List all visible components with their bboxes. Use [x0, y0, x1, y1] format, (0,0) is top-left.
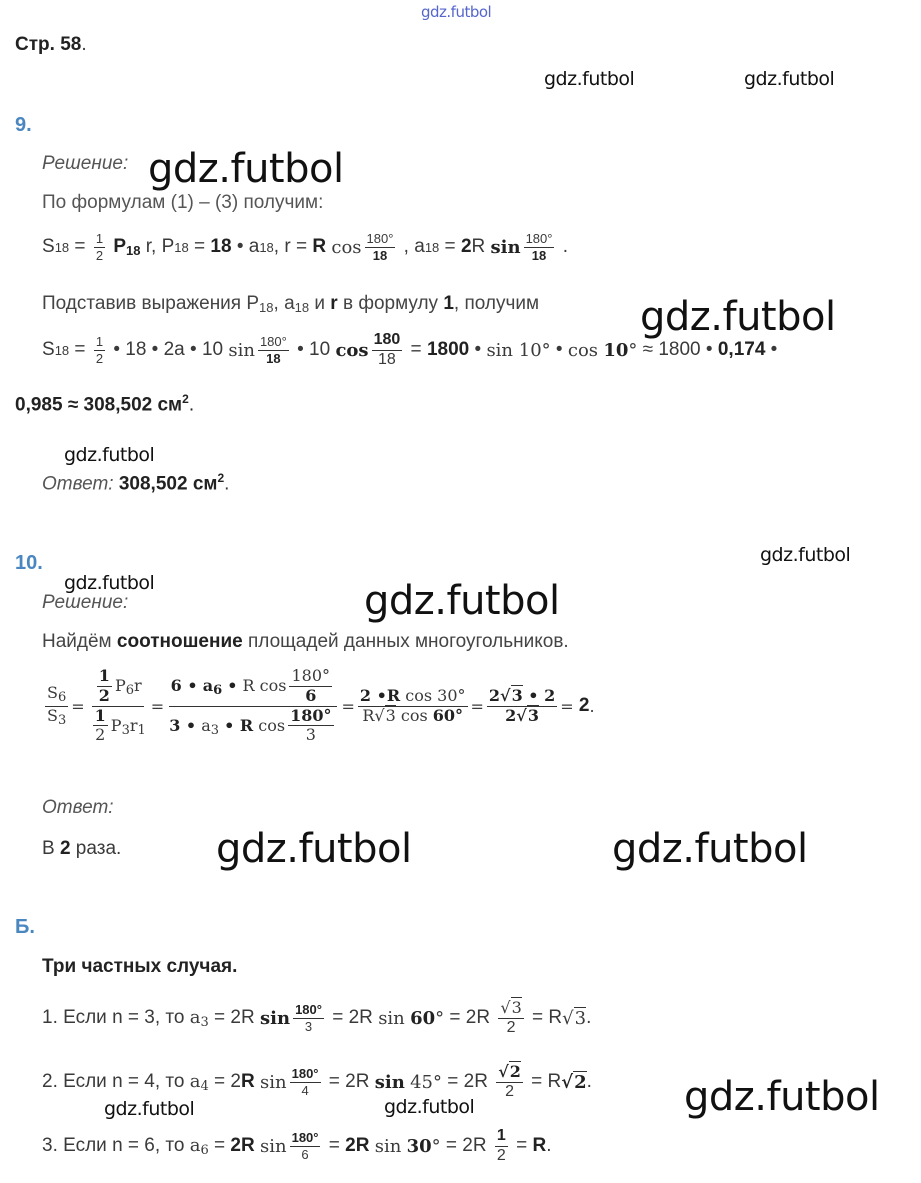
watermark: gdz.futbol: [612, 826, 808, 872]
solution-label: Решение:: [42, 592, 129, 613]
case-2: 2. Если n = 4, то $a_4$ = 2 R sin $\frac{180^\circ}{4}$ = 2R sin 45° = 2R $\frac{√2}{2}$ = R √2 .: [42, 1062, 592, 1100]
task-10-number: 10.: [15, 552, 43, 574]
task-b-letter: Б.: [15, 916, 35, 938]
watermark: gdz.futbol: [544, 68, 635, 90]
answer-label: Ответ:: [42, 797, 114, 818]
answer-9: Ответ: 308,502 $см^2$.: [42, 471, 230, 495]
watermark: gdz.futbol: [64, 444, 155, 466]
solution-label: Решение:: [42, 153, 129, 174]
watermark: gdz.futbol: [216, 826, 412, 872]
watermark: gdz.futbol: [744, 68, 835, 90]
watermark: gdz.futbol: [364, 578, 560, 624]
watermark: gdz.futbol: [640, 294, 836, 340]
watermark: gdz.futbol: [684, 1074, 880, 1120]
answer-10: В 2 раза.: [42, 838, 122, 859]
watermark: gdz.futbol: [421, 3, 492, 21]
case-1: 1. Если n = 3, то $a_3$ = 2R sin $\frac{180^\circ}{3}$ = 2R sin 60 ° = 2R $\frac{√3}{2}$ = R √3 .: [42, 998, 592, 1036]
page-header: Стр. 58.: [15, 34, 87, 55]
watermark: gdz.futbol: [104, 1098, 195, 1120]
case-3: 3. Если n = 6, то $a_6$ = 2R sin $\frac{180^\circ}{6}$ = 2R sin 30 ° = 2R $\frac{1}{2}$ = R .: [42, 1127, 552, 1164]
task-9-number: 9.: [15, 114, 32, 136]
watermark: gdz.futbol: [384, 1096, 475, 1118]
result-line: 0,985 ≈ 308,502 $см^2$.: [15, 392, 195, 416]
watermark: gdz.futbol: [760, 544, 851, 566]
task-10-intro: Найдём соотношение площадей данных многоугольников.: [42, 631, 569, 652]
watermark: gdz.futbol: [64, 572, 155, 594]
watermark: gdz.futbol: [148, 146, 344, 192]
page-number: Стр. 58: [15, 34, 82, 55]
formula-ratio: $\frac{S_6}{S_3}$ = $\frac{1}{2}$ $P_6r$ $\frac{1}{2}$ $P_3r_1$ = 6 • $a_6$ • R cos $\frac{180^\circ}{6}$ 3 • $a_3$ • R cos $\frac{180^\circ}{3}$ = $\frac{\text{2 •R cos 30°}}{R√3 \cos 60^\circ}$ = $\frac{2√3 • 2}{2√3}$ = 2 .: [47, 666, 595, 745]
substitute-text: Подставив выражения $P_{18}$, $a_{18}$ и r в формулу 1, получим: [42, 293, 540, 315]
task-b-title: Три частных случая.: [42, 956, 238, 977]
task-9-intro: По формулам (1) – (3) получим:: [42, 192, 324, 213]
formula-line-2: S 18 = $\frac{1}{2}$ • 18 • 2a • 10 sin $\frac{180^\circ}{18}$ • 10 cos $\frac{180}{18}$ = 1800 • sin 10° • cos 10 ° ≈ 1800 • 0,174 •: [42, 331, 778, 368]
formula-line-1: S 18 = $\frac{1}{2}$ $P_{18}$ r, P 18 = 18 • a 18 , r = R cos $\frac{180^\circ}{18}$ , a 18 = 2 R sin $\frac{180^\circ}{18}$ .: [42, 231, 569, 263]
